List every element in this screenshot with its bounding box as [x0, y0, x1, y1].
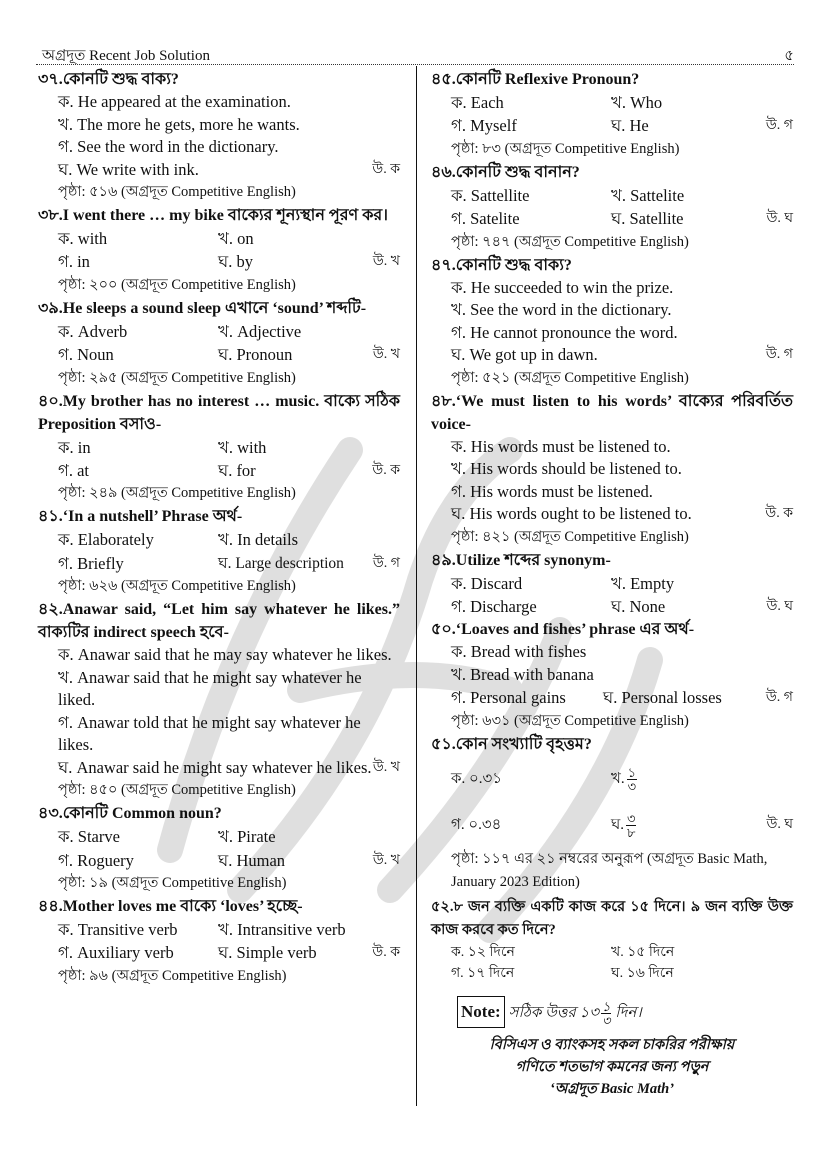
question-text: He sleeps a sound sleep এখানে ‘sound’ শব্দটি-	[62, 299, 367, 317]
question-number: ৪৪.	[38, 897, 63, 915]
option-kha: খ. ১৫ দিনে	[611, 944, 675, 960]
option-ga: গ. Discharge	[451, 596, 537, 616]
option-ga: গ. See the word in the dictionary.	[58, 137, 279, 156]
page-reference: পৃষ্ঠা: ৬২৬ (অগ্রদূত Competitive English)	[58, 578, 296, 595]
question-text: ‘We must listen to his words’ বাক্যের পরিবর্তিত voice-	[431, 392, 793, 433]
answer-label: উ. গ	[765, 690, 793, 706]
question-text: ‘In a nutshell’ Phrase অর্থ-	[62, 508, 243, 526]
option-kha: খ. In details	[218, 530, 299, 550]
page-number: ৫	[784, 48, 794, 64]
question-46	[431, 161, 793, 254]
option-gha-row	[431, 344, 793, 367]
option-ga: গ. Myself	[451, 116, 517, 136]
option-ga: গ. Anawar told that he might say whatever he likes.	[58, 712, 361, 755]
page-reference: পৃষ্ঠা: ৫২১ (অগ্রদূত Competitive English)	[451, 369, 689, 386]
option-kha: খ. Bread with banana	[451, 664, 594, 684]
option-kha: খ. His words should be listened to.	[451, 459, 682, 479]
option-gha: ঘ. He	[611, 116, 649, 136]
answer-label: উ. গ	[765, 118, 793, 134]
option-ka: ক. Sattellite	[451, 185, 530, 205]
question-51	[431, 733, 793, 894]
promo-line-2: গণিতে শতভাগ কমনের জন্য পড়ুন	[515, 1058, 709, 1075]
note-fraction: $\frac{১}{৩}$	[602, 998, 611, 1028]
option-gha: ঘ. We write with ink.	[58, 159, 199, 179]
option-kha: খ. Intransitive verb	[218, 919, 346, 939]
page-reference: পৃষ্ঠা: ২০০ (অগ্রদূত Competitive English)	[58, 276, 296, 293]
fraction-gha: $\frac{৩}{৮}$	[627, 810, 636, 840]
option-ga: গ. Auxiliary verb	[58, 943, 174, 963]
question-number: ৪৮.	[431, 392, 456, 410]
question-text: ‘Loaves and fishes’ phrase এর অর্থ-	[455, 621, 695, 639]
question-number: ৪৭.	[431, 256, 456, 274]
option-gha: ঘ. We got up in dawn.	[451, 345, 598, 365]
option-ga: গ. Personal gains	[451, 688, 566, 708]
option-ka: ক. Transitive verb	[58, 919, 178, 939]
option-ga: গ. Briefly	[58, 553, 124, 573]
question-42	[38, 598, 400, 802]
answer-label: উ. ক	[372, 462, 400, 478]
question-number: ৪২.	[38, 601, 63, 619]
option-gha: ঘ. Pronoun	[218, 345, 293, 365]
option-kha: খ. See the word in the dictionary.	[451, 300, 672, 320]
question-number: ৩৮.	[38, 207, 63, 224]
page-reference: পৃষ্ঠা: ১৯ (অগ্রদূত Competitive English)	[58, 874, 287, 891]
answer-label: উ. ক	[372, 945, 400, 961]
question-text: I went there … my bike বাক্যের শূন্যস্থান পূরণ কর।	[62, 207, 388, 224]
option-gha-row	[431, 503, 793, 526]
option-ka: ক. ১২ দিনে	[451, 944, 515, 960]
option-ga: গ. ০.৩৪	[451, 816, 502, 833]
option-ka: ক. Bread with fishes	[451, 642, 587, 662]
option-kha-group	[611, 756, 637, 802]
option-gha-row	[38, 757, 400, 780]
promo-line-1: বিসিএস ও ব্যাংকসহ সকল চাকরির পরীক্ষায়	[489, 1036, 735, 1053]
page-reference: পৃষ্ঠা: ৫১৬ (অগ্রদূত Competitive English)	[58, 184, 296, 200]
option-ga: গ. at	[58, 460, 89, 480]
page-reference: পৃষ্ঠা: ৮৩ (অগ্রদূত Competitive English)	[451, 140, 680, 157]
option-gha: ঘ. for	[218, 460, 256, 480]
option-gha: ঘ. Satellite	[611, 209, 684, 229]
option-ka: ক. ০.৩১	[451, 770, 502, 787]
option-ga: গ. in	[58, 252, 90, 272]
question-39	[38, 297, 400, 390]
option-ka: ক. Starve	[58, 827, 120, 847]
question-text: Mother loves me বাক্যে ‘loves’ হচ্ছে-	[62, 897, 303, 915]
question-number: ৫০.	[431, 621, 456, 639]
answer-label: উ. ঘ	[766, 211, 793, 227]
option-gha: ঘ. Anawar said he might say whatever he likes.	[58, 757, 372, 777]
option-ga: গ. His words must be listened.	[451, 481, 653, 501]
page-reference: পৃষ্ঠা: ২৪৯ (অগ্রদূত Competitive English)	[58, 485, 296, 502]
question-52	[431, 896, 793, 984]
option-ga: গ. Roguery	[58, 850, 134, 870]
option-ka: ক. His words must be listened to.	[451, 436, 671, 456]
question-text: কোনটি Common noun?	[62, 805, 222, 823]
option-gha: ঘ. by	[218, 252, 253, 272]
answer-label: উ. ঘ	[766, 816, 793, 832]
option-kha: খ. Anawar said that he might say whatever he liked.	[58, 667, 362, 710]
option-gha: ঘ. ১৬ দিনে	[611, 965, 674, 981]
question-text: কোনটি শুদ্ধ বাক্য?	[455, 256, 572, 274]
option-kha: খ. Who	[611, 93, 663, 112]
option-ka: ক. Adverb	[58, 321, 128, 341]
question-43	[38, 802, 400, 895]
page-reference: পৃষ্ঠা: ১১৭ এর ২১ নম্বরের অনুরূপ (অগ্রদূত Basic Math, January 2023 Edition)	[451, 850, 768, 890]
question-number: ৪৬.	[431, 163, 456, 181]
option-ga: গ. He cannot pronounce the word.	[451, 322, 678, 342]
note-text: সঠিক উত্তর ১৩ $\frac{১}{৩}$ দিন।	[508, 998, 642, 1028]
question-40	[38, 390, 400, 506]
option-kha: খ. Empty	[611, 573, 675, 593]
answer-label: উ. খ	[372, 347, 400, 363]
promo-line-3: ‘অগ্রদূত Basic Math’	[549, 1080, 675, 1097]
option-ka: ক. He appeared at the examination.	[58, 92, 291, 111]
column-divider	[416, 66, 417, 1106]
question-text: কোনটি Reflexive Pronoun?	[455, 71, 640, 88]
question-number: ৪৫.	[431, 71, 456, 88]
question-text: কোন সংখ্যাটি বৃহত্তম?	[455, 735, 592, 753]
header-title: অগ্রদূত Recent Job Solution	[42, 48, 210, 64]
page-reference: পৃষ্ঠা: ৭৪৭ (অগ্রদূত Competitive English)	[451, 233, 689, 250]
option-ga: গ. ১৭ দিনে	[451, 965, 515, 981]
question-47	[431, 254, 793, 390]
question-48	[431, 390, 793, 549]
option-ga: গ. Noun	[58, 345, 114, 365]
answer-label: উ. গ	[372, 555, 400, 571]
promo-block	[431, 1034, 793, 1100]
answer-label: উ. খ	[372, 852, 400, 868]
option-kha: খ. The more he gets, more he wants.	[58, 114, 300, 134]
left-column	[38, 68, 400, 988]
option-kha: খ. on	[218, 229, 254, 248]
option-ka: ক. in	[58, 437, 91, 457]
question-number: ৪১.	[38, 508, 63, 526]
answer-label: উ. ঘ	[766, 598, 793, 614]
option-ka: ক. Each	[451, 93, 504, 112]
page-header	[42, 44, 794, 64]
option-kha: খ. with	[218, 437, 267, 457]
option-gha: ঘ. Human	[218, 850, 286, 870]
option-gha: ঘ. None	[611, 596, 666, 616]
question-number: ৪৯.	[431, 551, 456, 569]
option-gha-group	[611, 802, 636, 848]
option-kha: খ. Pirate	[218, 827, 276, 847]
question-text: কোনটি শুদ্ধ বানান?	[455, 163, 580, 181]
option-kha: খ.	[611, 770, 625, 787]
option-gha: ঘ.	[611, 816, 625, 833]
answer-label: উ. ক	[372, 161, 400, 177]
question-number: ৫২.	[431, 898, 454, 915]
question-49	[431, 549, 793, 619]
question-text: ৮ জন ব্যক্তি একটি কাজ করে ১৫ দিনে। ৯ জন ব্যক্তি উক্ত কাজ করবে কত দিনে?	[431, 898, 793, 938]
option-ka: ক. with	[58, 229, 108, 248]
option-kha: খ. Sattelite	[611, 185, 685, 205]
option-gha: ঘ. Simple verb	[218, 943, 317, 963]
fraction-kha: $\frac{১}{৩}$	[627, 764, 637, 794]
option-gha: ঘ. Personal losses	[603, 688, 722, 708]
page-reference: পৃষ্ঠা: ৬৩১ (অগ্রদূত Competitive English)	[451, 712, 689, 729]
option-ga: গ. Satelite	[451, 209, 520, 229]
question-38	[38, 204, 400, 297]
option-gha: ঘ. His words ought to be listened to.	[451, 504, 692, 524]
page-reference: পৃষ্ঠা: ৪৫০ (অগ্রদূত Competitive English)	[58, 782, 296, 799]
right-column	[431, 68, 793, 1100]
answer-label: উ. খ	[372, 759, 400, 775]
note-label: Note:	[457, 996, 505, 1028]
answer-note	[431, 996, 793, 1026]
option-gha-row	[38, 159, 400, 182]
option-ka: ক. Elaborately	[58, 530, 154, 550]
question-number: ৪৩.	[38, 805, 63, 823]
question-45	[431, 68, 793, 161]
question-44	[38, 895, 400, 988]
option-gha: ঘ. Large description	[218, 554, 344, 572]
answer-label: উ. ক	[765, 506, 793, 522]
page-reference: পৃষ্ঠা: ২৯৫ (অগ্রদূত Competitive English)	[58, 369, 296, 386]
question-number: ৫১.	[431, 735, 456, 753]
question-number: ৪০.	[38, 392, 63, 410]
page-reference: পৃষ্ঠা: ৪২১ (অগ্রদূত Competitive English)	[451, 528, 689, 545]
answer-label: উ. গ	[765, 347, 793, 363]
answer-label: উ. খ	[372, 254, 400, 270]
question-50	[431, 618, 793, 732]
page-reference: পৃষ্ঠা: ৯৬ (অগ্রদূত Competitive English)	[58, 967, 287, 984]
question-number: ৩৯.	[38, 299, 63, 317]
question-text: My brother has no interest … music. বাক্যে সঠিক Preposition বসাও-	[38, 392, 400, 433]
question-text: Utilize শব্দের synonym-	[455, 551, 611, 569]
question-41	[38, 505, 400, 598]
question-37	[38, 68, 400, 204]
header-divider	[36, 64, 794, 65]
option-ka: ক. He succeeded to win the prize.	[451, 277, 674, 297]
option-ka: ক. Anawar said that he may say whatever he likes.	[58, 645, 392, 665]
option-kha: খ. Adjective	[218, 321, 302, 341]
question-text: কোনটি শুদ্ধ বাক্য?	[62, 71, 179, 88]
option-ka: ক. Discard	[451, 573, 523, 593]
question-number: ৩৭.	[38, 71, 63, 88]
question-text: Anawar said, “Let him say whatever he likes.” বাক্যটির indirect speech হবে-	[38, 601, 400, 642]
